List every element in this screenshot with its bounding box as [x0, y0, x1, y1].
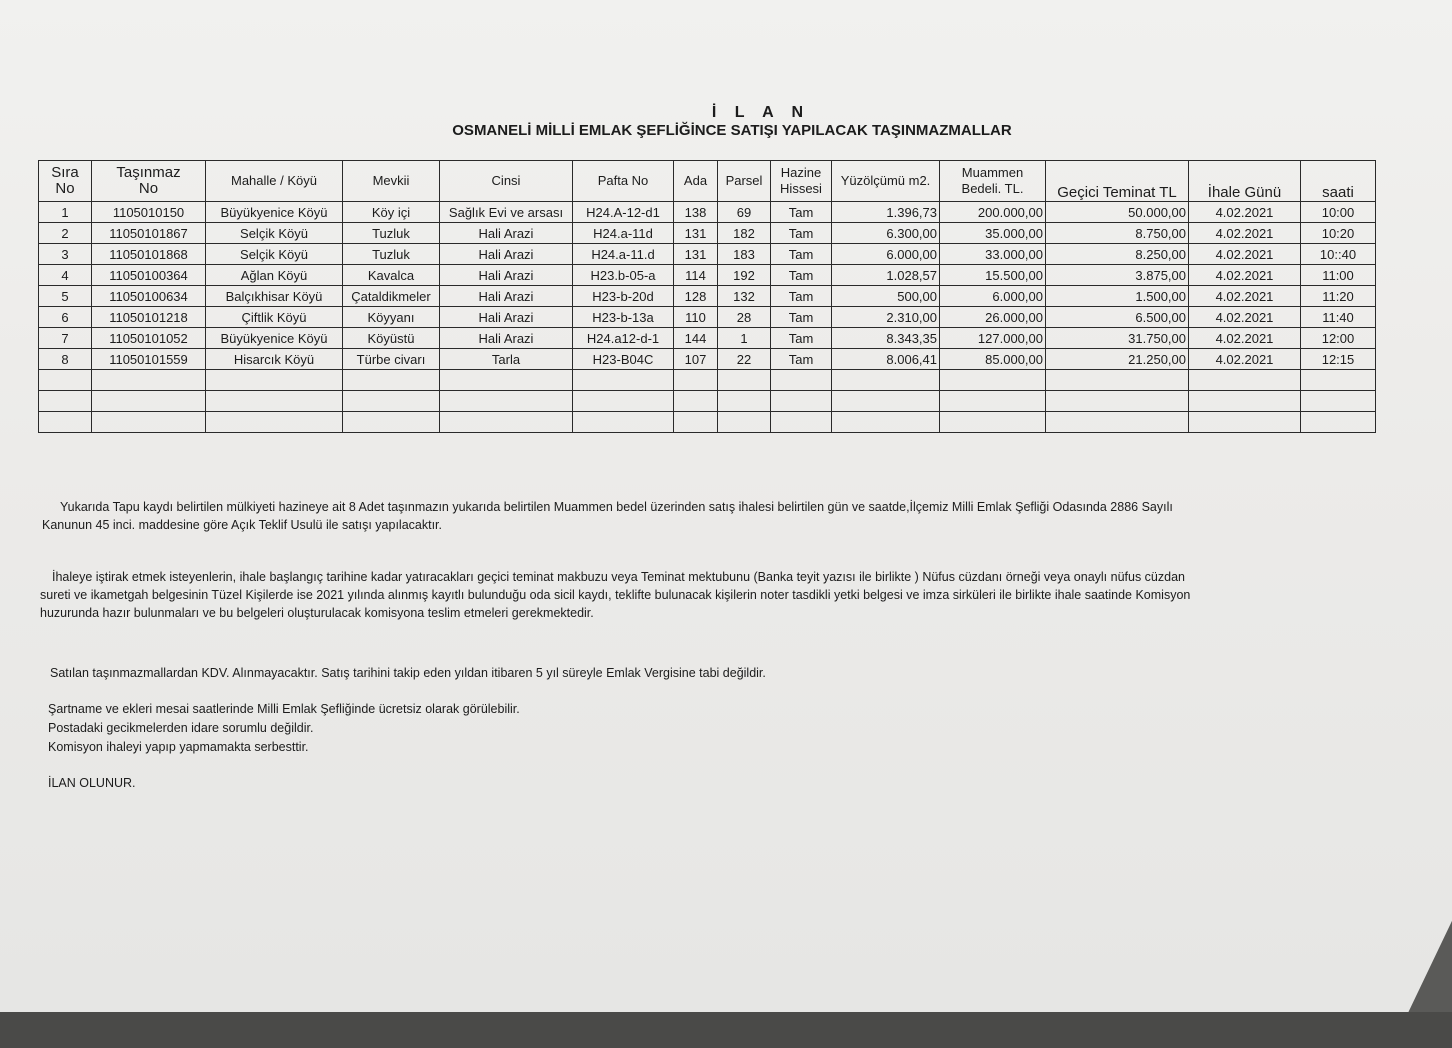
empty-cell: [440, 370, 573, 391]
cell-yuzolcumu: 8.006,41: [832, 349, 940, 370]
empty-cell: [1189, 391, 1301, 412]
cell-tasinmaz: 11050101559: [92, 349, 206, 370]
empty-cell: [92, 391, 206, 412]
cell-cinsi: Sağlık Evi ve arsası: [440, 202, 573, 223]
empty-cell: [440, 412, 573, 433]
cell-mevkii: Kavalca: [343, 265, 440, 286]
empty-cell: [1189, 370, 1301, 391]
cell-hazine: Tam: [771, 328, 832, 349]
cell-ada: 110: [674, 307, 718, 328]
cell-parsel: 22: [718, 349, 771, 370]
paragraph-1-line-2: Kanunun 45 inci. maddesine göre Açık Teklif Usulü ile satışı yapılacaktır.: [42, 518, 442, 532]
empty-cell: [573, 391, 674, 412]
cell-hazine: Tam: [771, 244, 832, 265]
cell-sira: 2: [39, 223, 92, 244]
empty-cell: [832, 370, 940, 391]
cell-mahalle: Selçik Köyü: [206, 223, 343, 244]
empty-cell: [771, 370, 832, 391]
cell-mevkii: Türbe civarı: [343, 349, 440, 370]
cell-teminat: 50.000,00: [1046, 202, 1189, 223]
header-teminat: Geçici Teminat TL: [1046, 161, 1189, 202]
header-yuzolcumu: Yüzölçümü m2.: [832, 161, 940, 202]
cell-parsel: 192: [718, 265, 771, 286]
empty-row: [39, 412, 1376, 433]
empty-cell: [39, 370, 92, 391]
cell-cinsi: Hali Arazi: [440, 307, 573, 328]
empty-cell: [940, 391, 1046, 412]
cell-mahalle: Hisarcık Köyü: [206, 349, 343, 370]
empty-cell: [718, 412, 771, 433]
cell-sira: 7: [39, 328, 92, 349]
cell-ada: 107: [674, 349, 718, 370]
cell-pafta: H24.a-11.d: [573, 244, 674, 265]
header-hazine: Hazine Hissesi: [771, 161, 832, 202]
closing-statement: İLAN OLUNUR.: [48, 776, 136, 790]
cell-muammen: 15.500,00: [940, 265, 1046, 286]
paragraph-sartname: Şartname ve ekleri mesai saatlerinde Milli Emlak Şefliğinde ücretsiz olarak görülebilir.: [48, 702, 520, 716]
header-tasinmaz: Taşınmaz No: [92, 161, 206, 202]
empty-cell: [771, 412, 832, 433]
cell-muammen: 26.000,00: [940, 307, 1046, 328]
cell-mevkii: Tuzluk: [343, 244, 440, 265]
cell-hazine: Tam: [771, 223, 832, 244]
header-pafta: Pafta No: [573, 161, 674, 202]
cell-mevkii: Tuzluk: [343, 223, 440, 244]
empty-cell: [343, 370, 440, 391]
cell-sira: 1: [39, 202, 92, 223]
empty-cell: [573, 412, 674, 433]
cell-mevkii: Köy içi: [343, 202, 440, 223]
cell-ada: 131: [674, 223, 718, 244]
empty-cell: [39, 412, 92, 433]
empty-cell: [940, 370, 1046, 391]
cell-teminat: 1.500,00: [1046, 286, 1189, 307]
empty-cell: [440, 391, 573, 412]
cell-muammen: 127.000,00: [940, 328, 1046, 349]
cell-pafta: H24.A-12-d1: [573, 202, 674, 223]
cell-pafta: H23.b-05-a: [573, 265, 674, 286]
cell-teminat: 6.500,00: [1046, 307, 1189, 328]
cell-cinsi: Hali Arazi: [440, 244, 573, 265]
paragraph-kdv: Satılan taşınmazmallardan KDV. Alınmayacaktır. Satış tarihini takip eden yıldan itibaren 5 yıl süreyle Emlak Vergisine tabi değildir.: [50, 666, 766, 680]
empty-cell: [206, 391, 343, 412]
empty-cell: [718, 391, 771, 412]
cell-sira: 4: [39, 265, 92, 286]
table-row: [39, 244, 1376, 265]
empty-cell: [674, 391, 718, 412]
cell-mevkii: Köyyanı: [343, 307, 440, 328]
cell-tasinmaz: 11050101052: [92, 328, 206, 349]
empty-cell: [674, 412, 718, 433]
empty-cell: [92, 370, 206, 391]
empty-cell: [674, 370, 718, 391]
header-ihale-gunu: İhale Günü: [1189, 161, 1301, 202]
property-table: [38, 160, 1376, 433]
cell-ihale-gunu: 4.02.2021: [1189, 265, 1301, 286]
background-surface: [0, 1012, 1452, 1048]
cell-yuzolcumu: 8.343,35: [832, 328, 940, 349]
document-title: İ L A N: [711, 104, 811, 121]
cell-yuzolcumu: 500,00: [832, 286, 940, 307]
cell-yuzolcumu: 6.300,00: [832, 223, 940, 244]
header-cinsi: Cinsi: [440, 161, 573, 202]
cell-pafta: H24.a12-d-1: [573, 328, 674, 349]
empty-cell: [1301, 391, 1376, 412]
cell-muammen: 33.000,00: [940, 244, 1046, 265]
table-row: [39, 349, 1376, 370]
cell-yuzolcumu: 1.396,73: [832, 202, 940, 223]
cell-tasinmaz: 1105010150: [92, 202, 206, 223]
paragraph-2-line-2: sureti ve ikametgah belgesinin Tüzel Kişilerde ise 2021 yılında alınmış kayıtlı bulunduğu oda sicil kaydı, teklifte bulunacak kişilerin noter tasdikli yetki belgesi ve imza sirküleri ile birlikte ihale saatinde Komisyon: [40, 588, 1191, 602]
cell-ada: 131: [674, 244, 718, 265]
cell-mahalle: Balçıkhisar Köyü: [206, 286, 343, 307]
cell-cinsi: Hali Arazi: [440, 286, 573, 307]
empty-cell: [1046, 370, 1189, 391]
empty-cell: [92, 412, 206, 433]
cell-muammen: 85.000,00: [940, 349, 1046, 370]
cell-muammen: 200.000,00: [940, 202, 1046, 223]
cell-pafta: H24.a-11d: [573, 223, 674, 244]
table-body: [39, 202, 1376, 433]
cell-sira: 6: [39, 307, 92, 328]
cell-ihale-gunu: 4.02.2021: [1189, 349, 1301, 370]
cell-ihale-gunu: 4.02.2021: [1189, 202, 1301, 223]
empty-row: [39, 391, 1376, 412]
cell-tasinmaz: 11050100634: [92, 286, 206, 307]
table-row: [39, 328, 1376, 349]
empty-cell: [1046, 391, 1189, 412]
cell-ihale-gunu: 4.02.2021: [1189, 244, 1301, 265]
cell-saati: 11:40: [1301, 307, 1376, 328]
empty-cell: [206, 370, 343, 391]
cell-saati: 11:00: [1301, 265, 1376, 286]
empty-cell: [1189, 412, 1301, 433]
cell-saati: 12:00: [1301, 328, 1376, 349]
header-saati: saati: [1301, 161, 1376, 202]
empty-cell: [1046, 412, 1189, 433]
paragraph-2-line-3: huzurunda hazır bulunmaları ve bu belgeleri oluşturulacak komisyona teslim etmeleri gerekmektedir.: [40, 606, 594, 620]
cell-ihale-gunu: 4.02.2021: [1189, 328, 1301, 349]
cell-hazine: Tam: [771, 265, 832, 286]
cell-cinsi: Hali Arazi: [440, 265, 573, 286]
empty-cell: [573, 370, 674, 391]
cell-muammen: 6.000,00: [940, 286, 1046, 307]
header-sira: Sıra No: [39, 161, 92, 202]
cell-saati: 10:20: [1301, 223, 1376, 244]
table-row: [39, 223, 1376, 244]
cell-ihale-gunu: 4.02.2021: [1189, 223, 1301, 244]
cell-cinsi: Tarla: [440, 349, 573, 370]
paragraph-komisyon: Komisyon ihaleyi yapıp yapmamakta serbesttir.: [48, 740, 309, 754]
empty-cell: [206, 412, 343, 433]
empty-cell: [832, 412, 940, 433]
cell-saati: 10:00: [1301, 202, 1376, 223]
table-row: [39, 265, 1376, 286]
cell-ada: 144: [674, 328, 718, 349]
empty-cell: [343, 412, 440, 433]
cell-mahalle: Çiftlik Köyü: [206, 307, 343, 328]
paragraph-posta: Postadaki gecikmelerden idare sorumlu değildir.: [48, 721, 314, 735]
header-muammen: Muammen Bedeli. TL.: [940, 161, 1046, 202]
cell-ihale-gunu: 4.02.2021: [1189, 307, 1301, 328]
cell-ada: 114: [674, 265, 718, 286]
cell-teminat: 21.250,00: [1046, 349, 1189, 370]
cell-mevkii: Çataldikmeler: [343, 286, 440, 307]
cell-tasinmaz: 11050101218: [92, 307, 206, 328]
table-header-row: [39, 161, 1376, 202]
cell-pafta: H23-b-20d: [573, 286, 674, 307]
cell-ada: 138: [674, 202, 718, 223]
cell-hazine: Tam: [771, 202, 832, 223]
cell-ada: 128: [674, 286, 718, 307]
cell-saati: 10::40: [1301, 244, 1376, 265]
cell-pafta: H23-B04C: [573, 349, 674, 370]
empty-cell: [1301, 412, 1376, 433]
cell-muammen: 35.000,00: [940, 223, 1046, 244]
cell-mahalle: Büyükyenice Köyü: [206, 202, 343, 223]
cell-hazine: Tam: [771, 349, 832, 370]
empty-cell: [940, 412, 1046, 433]
cell-parsel: 183: [718, 244, 771, 265]
cell-hazine: Tam: [771, 286, 832, 307]
cell-teminat: 31.750,00: [1046, 328, 1189, 349]
cell-ihale-gunu: 4.02.2021: [1189, 286, 1301, 307]
cell-sira: 3: [39, 244, 92, 265]
cell-yuzolcumu: 2.310,00: [832, 307, 940, 328]
cell-sira: 8: [39, 349, 92, 370]
cell-parsel: 28: [718, 307, 771, 328]
cell-cinsi: Hali Arazi: [440, 223, 573, 244]
cell-teminat: 3.875,00: [1046, 265, 1189, 286]
table-row: [39, 286, 1376, 307]
empty-cell: [1301, 370, 1376, 391]
cell-sira: 5: [39, 286, 92, 307]
header-mevkii: Mevkii: [343, 161, 440, 202]
cell-pafta: H23-b-13a: [573, 307, 674, 328]
empty-cell: [771, 391, 832, 412]
header-parsel: Parsel: [718, 161, 771, 202]
table-row: [39, 202, 1376, 223]
cell-yuzolcumu: 1.028,57: [832, 265, 940, 286]
empty-cell: [718, 370, 771, 391]
paragraph-2-line-1: İhaleye iştirak etmek isteyenlerin, ihale başlangıç tarihine kadar yatıracakları geçici teminat makbuzu veya Teminat mektubunu (Banka teyit yazısı ile birlikte ) Nüfus cüzdanı örneği veya onaylı nüfus cüzdan: [52, 570, 1185, 584]
empty-cell: [39, 391, 92, 412]
empty-cell: [832, 391, 940, 412]
cell-saati: 12:15: [1301, 349, 1376, 370]
cell-teminat: 8.250,00: [1046, 244, 1189, 265]
cell-mahalle: Ağlan Köyü: [206, 265, 343, 286]
table-row: [39, 307, 1376, 328]
cell-mahalle: Büyükyenice Köyü: [206, 328, 343, 349]
cell-parsel: 132: [718, 286, 771, 307]
cell-yuzolcumu: 6.000,00: [832, 244, 940, 265]
cell-tasinmaz: 11050100364: [92, 265, 206, 286]
cell-mevkii: Köyüstü: [343, 328, 440, 349]
header-ada: Ada: [674, 161, 718, 202]
cell-saati: 11:20: [1301, 286, 1376, 307]
cell-parsel: 1: [718, 328, 771, 349]
cell-teminat: 8.750,00: [1046, 223, 1189, 244]
cell-mahalle: Selçik Köyü: [206, 244, 343, 265]
header-mahalle: Mahalle / Köyü: [206, 161, 343, 202]
cell-cinsi: Hali Arazi: [440, 328, 573, 349]
empty-cell: [343, 391, 440, 412]
cell-parsel: 69: [718, 202, 771, 223]
cell-tasinmaz: 11050101867: [92, 223, 206, 244]
document-subtitle: OSMANELİ MİLLİ EMLAK ŞEFLİĞİNCE SATIŞI YAPILACAK TAŞINMAZMALLAR: [452, 122, 1012, 139]
paragraph-1-line-1: Yukarıda Tapu kaydı belirtilen mülkiyeti hazineye ait 8 Adet taşınmazın yukarıda belirtilen Muammen bedel üzerinden satış ihalesi belirtilen gün ve saatde,İlçemiz Milli Emlak Şefliği Odasında 2886 Sayılı: [60, 500, 1173, 514]
empty-row: [39, 370, 1376, 391]
cell-parsel: 182: [718, 223, 771, 244]
cell-tasinmaz: 11050101868: [92, 244, 206, 265]
cell-hazine: Tam: [771, 307, 832, 328]
